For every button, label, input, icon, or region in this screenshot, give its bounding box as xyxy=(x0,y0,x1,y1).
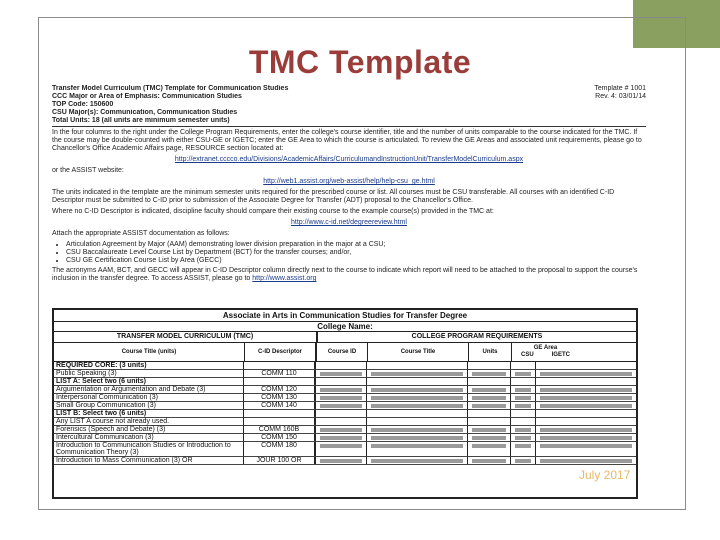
entry-placeholder xyxy=(540,388,632,392)
college-entry-cell[interactable] xyxy=(536,362,636,369)
college-entry-cell[interactable] xyxy=(536,410,636,417)
document-text xyxy=(52,85,646,286)
college-entry-cell[interactable] xyxy=(536,378,636,385)
entry-placeholder xyxy=(540,459,632,463)
attach-label: Attach the appropriate ASSIST documentation as follows: xyxy=(52,230,230,237)
entry-placeholder xyxy=(371,396,463,400)
college-entry-cell[interactable] xyxy=(367,434,468,441)
college-entry-cell[interactable] xyxy=(511,362,536,369)
header-line xyxy=(52,109,646,117)
cid-cell: COMM 150 xyxy=(244,434,316,441)
table-row xyxy=(54,378,636,386)
table-row xyxy=(54,362,636,370)
college-entry-cell[interactable] xyxy=(468,418,511,425)
entry-placeholder xyxy=(371,428,463,432)
college-entry-cell[interactable] xyxy=(316,402,367,409)
entry-placeholder xyxy=(472,459,506,463)
entry-placeholder xyxy=(540,372,632,376)
cid-cell xyxy=(244,362,316,369)
course-title-cell: Any LIST A course not already used. xyxy=(54,418,244,425)
col-course-id: Course ID xyxy=(317,343,368,361)
header-line xyxy=(52,101,646,109)
col-ge-area xyxy=(512,343,579,361)
col-units: Units xyxy=(469,343,512,361)
entry-placeholder xyxy=(515,404,531,408)
college-entry-cell[interactable] xyxy=(367,457,468,464)
college-entry-cell[interactable] xyxy=(367,394,468,401)
header-line-text: CSU Major(s): Communication, Communication Studies xyxy=(52,109,238,116)
entry-placeholder xyxy=(320,459,362,463)
entry-placeholder xyxy=(540,428,632,432)
entry-placeholder xyxy=(472,396,506,400)
attachment-item: • CSU Baccalaureate Level Course List by Department (BCT) for the transfer courses; and/or, xyxy=(66,249,646,257)
college-entry-cell[interactable] xyxy=(367,386,468,393)
cid-cell: COMM 160B xyxy=(244,426,316,433)
attachment-list xyxy=(66,241,646,265)
course-title-cell: Small Group Communication (3) xyxy=(54,402,244,409)
college-entry-cell[interactable] xyxy=(511,442,536,456)
attachment-item: • CSU GE Certification Course List by Area (GECC) xyxy=(66,257,646,265)
cid-link[interactable]: http://www.c-id.net/degreereview.html xyxy=(291,219,407,226)
entry-placeholder xyxy=(371,444,463,448)
header-line-ref: Rev. 4: 03/01/14 xyxy=(595,93,646,100)
table-title: Associate in Arts in Communication Studies for Transfer Degree xyxy=(54,310,636,322)
entry-placeholder xyxy=(472,388,506,392)
college-entry-cell[interactable] xyxy=(536,386,636,393)
cid-cell: COMM 110 xyxy=(244,370,316,377)
table-row xyxy=(54,442,636,457)
table-row xyxy=(54,370,636,378)
cid-cell: COMM 140 xyxy=(244,402,316,409)
cid-cell: JOUR 100 OR xyxy=(244,457,316,464)
course-title-cell: REQUIRED CORE: (3 units) xyxy=(54,362,244,369)
slide-title: TMC Template xyxy=(248,44,472,80)
header-line-ref: Template # 1001 xyxy=(594,85,646,92)
tmc-section-header: TRANSFER MODEL CURRICULUM (TMC) xyxy=(54,332,318,342)
entry-placeholder xyxy=(371,404,463,408)
entry-placeholder xyxy=(515,388,531,392)
header-rule xyxy=(52,126,646,127)
college-entry-cell[interactable] xyxy=(468,426,511,433)
table-row xyxy=(54,394,636,402)
college-entry-cell[interactable] xyxy=(468,394,511,401)
document-header xyxy=(52,85,646,125)
table-row xyxy=(54,426,636,434)
college-entry-cell[interactable] xyxy=(468,386,511,393)
acronym-text: The acronyms AAM, BCT, and GECC will appear in C-ID Descriptor column directly next to the course to indicate which report will need to be attached to the proposal to support the course's inclusion in the transfer degree. To access ASSIST, please go to xyxy=(52,267,638,282)
acronym-paragraph xyxy=(52,267,646,283)
entry-placeholder xyxy=(320,372,362,376)
college-entry-cell[interactable] xyxy=(316,434,367,441)
column-headers xyxy=(54,343,636,362)
course-title-cell: Public Speaking (3) xyxy=(54,370,244,377)
college-entry-cell[interactable] xyxy=(536,370,636,377)
attachment-item: • Articulation Agreement by Major (AAM) demonstrating lower division preparation in the major at a CSU; xyxy=(66,241,646,249)
col-cid: C-ID Descriptor xyxy=(245,343,317,361)
units-paragraph: The units indicated in the template are the minimum semester units required for the prescribed course or list. All courses must be CSU transferable. All courses with an identified C-ID Descriptor must be submitted to C-ID prior to submission of the Associate Degree for Transfer (ADT) proposal to the Chancellor's Office. xyxy=(52,189,615,204)
entry-placeholder xyxy=(320,396,362,400)
assist-link[interactable]: http://www.assist.org xyxy=(252,275,317,282)
entry-placeholder xyxy=(371,372,463,376)
course-title-cell: Interpersonal Communication (3) xyxy=(54,394,244,401)
college-entry-cell[interactable] xyxy=(468,402,511,409)
entry-placeholder xyxy=(472,428,506,432)
entry-placeholder xyxy=(371,436,463,440)
course-title-cell: LIST B: Select two (6 units) xyxy=(54,410,244,417)
college-entry-cell[interactable] xyxy=(468,370,511,377)
entry-placeholder xyxy=(320,444,362,448)
header-line-text: Total Units: 18 (all units are minimum semester units) xyxy=(52,117,230,124)
entry-placeholder xyxy=(515,428,531,432)
college-entry-cell[interactable] xyxy=(536,457,636,464)
header-line xyxy=(52,93,646,101)
course-title-cell: LIST A: Select two (6 units) xyxy=(54,378,244,385)
college-entry-cell[interactable] xyxy=(316,394,367,401)
college-entry-cell[interactable] xyxy=(316,426,367,433)
col-college-course-title: Course Title xyxy=(368,343,469,361)
entry-placeholder xyxy=(515,372,531,376)
entry-placeholder xyxy=(472,436,506,440)
cid-cell: COMM 180 xyxy=(244,442,316,456)
header-line-text: Transfer Model Curriculum (TMC) Template for Communication Studies xyxy=(52,85,289,92)
course-title-cell: Introduction to Mass Communication (3) OR xyxy=(54,457,244,464)
college-entry-cell[interactable] xyxy=(367,378,468,385)
college-entry-cell[interactable] xyxy=(316,418,367,425)
college-entry-cell[interactable] xyxy=(316,386,367,393)
college-entry-cell[interactable] xyxy=(536,426,636,433)
college-entry-cell[interactable] xyxy=(316,442,367,456)
cid-cell xyxy=(244,418,316,425)
course-title-cell: Forensics (Speech and Debate) (3) xyxy=(54,426,244,433)
entry-placeholder xyxy=(472,404,506,408)
college-entry-cell[interactable] xyxy=(367,410,468,417)
header-line xyxy=(52,85,646,93)
entry-placeholder xyxy=(540,436,632,440)
entry-placeholder xyxy=(540,396,632,400)
entry-placeholder xyxy=(371,388,463,392)
college-entry-cell[interactable] xyxy=(536,394,636,401)
college-entry-cell[interactable] xyxy=(367,418,468,425)
college-entry-cell[interactable] xyxy=(536,434,636,441)
table-row xyxy=(54,418,636,426)
header-line xyxy=(52,117,646,125)
college-entry-cell[interactable] xyxy=(511,434,536,441)
entry-placeholder xyxy=(515,436,531,440)
college-entry-cell[interactable] xyxy=(316,457,367,464)
table-row xyxy=(54,402,636,410)
section-headers xyxy=(54,331,636,343)
cid-cell xyxy=(244,378,316,385)
entry-placeholder xyxy=(540,444,632,448)
college-entry-cell[interactable] xyxy=(468,362,511,369)
col-course-title: Course Title (units) xyxy=(54,343,245,361)
entry-placeholder xyxy=(320,436,362,440)
college-name-label: College Name: xyxy=(317,322,373,331)
college-entry-cell[interactable] xyxy=(316,362,367,369)
college-entry-cell[interactable] xyxy=(468,457,511,464)
college-entry-cell[interactable] xyxy=(536,418,636,425)
col-csu: CSU xyxy=(520,352,534,358)
cid-cell: COMM 130 xyxy=(244,394,316,401)
college-entry-cell[interactable] xyxy=(511,386,536,393)
college-section-header: COLLEGE PROGRAM REQUIREMENTS xyxy=(411,333,543,340)
assist-ge-link[interactable]: http://web1.assist.org/web-assist/help/help-csu_ge.html xyxy=(263,178,435,185)
college-entry-cell[interactable] xyxy=(468,410,511,417)
entry-placeholder xyxy=(540,404,632,408)
college-entry-cell[interactable] xyxy=(511,457,536,464)
college-entry-cell[interactable] xyxy=(367,362,468,369)
college-entry-cell[interactable] xyxy=(367,442,468,456)
college-entry-cell[interactable] xyxy=(536,402,636,409)
college-entry-cell[interactable] xyxy=(367,402,468,409)
entry-placeholder xyxy=(515,444,531,448)
entry-placeholder xyxy=(515,459,531,463)
header-line-text: TOP Code: 150600 xyxy=(52,101,114,108)
instructions-text: In the four columns to the right under the College Program Requirements, enter the college's course identifier, title and the number of units comparable to the course indicated for the TMC. If the course may be double-counted with either CSU-GE or IGETC; enter the GE Area to which the course is articulated. To review the GE Areas and associated unit requirements, please go to Chancellor's Office Academic Affairs page, RESOURCE section located at: xyxy=(52,129,642,152)
college-entry-cell[interactable] xyxy=(367,370,468,377)
college-entry-cell[interactable] xyxy=(511,370,536,377)
college-entry-cell[interactable] xyxy=(511,410,536,417)
college-entry-cell[interactable] xyxy=(511,394,536,401)
instructions-paragraph xyxy=(52,129,646,164)
date-watermark: July 2017 xyxy=(579,468,631,482)
table-body xyxy=(54,362,636,465)
table-row xyxy=(54,386,636,394)
college-entry-cell[interactable] xyxy=(316,378,367,385)
entry-placeholder xyxy=(515,396,531,400)
college-entry-cell[interactable] xyxy=(367,426,468,433)
college-entry-cell[interactable] xyxy=(511,402,536,409)
college-entry-cell[interactable] xyxy=(511,426,536,433)
entry-placeholder xyxy=(371,459,463,463)
course-title-cell: Introduction to Communication Studies or Introduction to Communication Theory (3) xyxy=(54,442,244,456)
entry-placeholder xyxy=(320,388,362,392)
cid-cell xyxy=(244,410,316,417)
course-title-cell: Argumentation or Argumentation and Debate (3) xyxy=(54,386,244,393)
course-title-cell: Intercultural Communication (3) xyxy=(54,434,244,441)
entry-placeholder xyxy=(472,372,506,376)
college-entry-cell[interactable] xyxy=(536,442,636,456)
cid-paragraph: Where no C-ID Descriptor is indicated, discipline faculty should compare their existing course to the example course(s) provided in the TMC at: xyxy=(52,208,494,215)
table-row xyxy=(54,457,636,465)
table-row xyxy=(54,410,636,418)
college-entry-cell[interactable] xyxy=(468,378,511,385)
college-entry-cell[interactable] xyxy=(468,442,511,456)
assist-label: or the ASSIST website: xyxy=(52,167,124,174)
entry-placeholder xyxy=(472,444,506,448)
college-entry-cell[interactable] xyxy=(316,410,367,417)
cid-cell: COMM 120 xyxy=(244,386,316,393)
col-igetc: IGETC xyxy=(551,352,570,358)
header-line-text: CCC Major or Area of Emphasis: Communication Studies xyxy=(52,93,242,100)
entry-placeholder xyxy=(320,428,362,432)
ge-area-label: GE Area xyxy=(533,345,558,351)
college-entry-cell[interactable] xyxy=(511,378,536,385)
tmc-table xyxy=(52,308,638,499)
college-entry-cell[interactable] xyxy=(316,370,367,377)
chancellor-link[interactable]: http://extranet.cccco.edu/Divisions/AcademicAffairs/CurriculumandInstructionUnit/TransferModelCurriculum.aspx xyxy=(174,156,524,163)
entry-placeholder xyxy=(320,404,362,408)
table-row xyxy=(54,434,636,442)
college-entry-cell[interactable] xyxy=(511,418,536,425)
college-entry-cell[interactable] xyxy=(468,434,511,441)
